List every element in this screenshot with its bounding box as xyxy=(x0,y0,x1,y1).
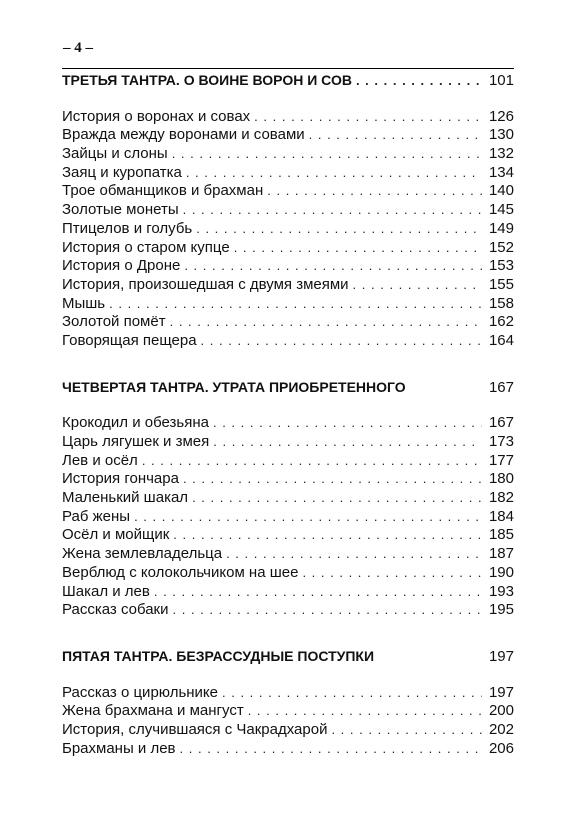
dot-leader xyxy=(213,433,482,452)
entry-page: 130 xyxy=(488,126,514,144)
dot-leader xyxy=(302,564,482,583)
toc-entry xyxy=(62,526,514,545)
section-page: 101 xyxy=(488,72,514,89)
dot-leader xyxy=(186,164,482,183)
toc-entry xyxy=(62,508,514,527)
entry-title: Золотой помёт xyxy=(62,313,166,331)
dot-leader xyxy=(267,182,482,201)
toc-entry xyxy=(62,257,514,276)
entry-page: 180 xyxy=(488,470,514,488)
dot-leader xyxy=(222,684,482,703)
toc-entry xyxy=(62,145,514,164)
toc-entry xyxy=(62,164,514,183)
entry-title: Шакал и лев xyxy=(62,582,150,600)
section-heading-3 xyxy=(62,71,514,90)
entry-page: 126 xyxy=(488,107,514,125)
entry-title: Царь лягушек и змея xyxy=(62,433,210,450)
entry-title: Жена землевладельца xyxy=(62,545,223,563)
toc-entry xyxy=(62,470,514,489)
dot-leader xyxy=(180,740,482,759)
toc-entry xyxy=(62,583,514,602)
section-title: ЧЕТВЕРТАЯ ТАНТРА. УТРАТА ПРИОБРЕТЕННОГО xyxy=(62,378,406,395)
dot-leader xyxy=(183,470,482,489)
dot-leader xyxy=(192,489,482,508)
entry-title: Рассказ о цирюльнике xyxy=(62,683,219,701)
entry-title: Маленький шакал xyxy=(62,489,189,507)
entry-page: 164 xyxy=(488,331,514,349)
entry-title: Брахманы и лев xyxy=(62,739,176,757)
entry-title: История гончара xyxy=(62,470,179,488)
entry-title: Жена брахмана и мангуст xyxy=(62,702,244,720)
toc-entry xyxy=(62,601,514,620)
toc-entry xyxy=(62,545,514,564)
page-number: – 4 – xyxy=(63,40,93,56)
toc-entry xyxy=(62,452,514,471)
entry-page: 149 xyxy=(488,219,514,237)
section-heading-5 xyxy=(62,647,514,666)
entry-page: 184 xyxy=(488,507,514,525)
dot-leader xyxy=(213,414,482,433)
entry-page: 195 xyxy=(488,601,514,619)
entry-page: 153 xyxy=(488,257,514,275)
toc-entry xyxy=(62,313,514,332)
dot-leader xyxy=(248,702,482,721)
toc-entry xyxy=(62,740,514,759)
dot-leader xyxy=(184,257,482,276)
toc-entry xyxy=(62,126,514,145)
dot-leader xyxy=(356,72,482,91)
entry-page: 193 xyxy=(488,582,514,600)
dot-leader xyxy=(234,239,482,258)
toc-entry xyxy=(62,702,514,721)
entry-title: Верблюд с колокольчиком на шее xyxy=(62,563,299,581)
entry-page: 200 xyxy=(488,702,514,720)
dot-leader xyxy=(134,508,482,527)
entry-title: История, произошедшая с двумя змеями xyxy=(62,275,349,293)
section-page: 197 xyxy=(488,647,514,665)
entry-page: 167 xyxy=(488,414,514,432)
toc-entry xyxy=(62,564,514,583)
toc-entry xyxy=(62,433,514,452)
entry-title: Золотые монеты xyxy=(62,201,179,219)
dot-leader xyxy=(226,545,482,564)
entry-title: История о воронах и совах xyxy=(62,107,251,125)
entry-title: Крокодил и обезьяна xyxy=(62,414,209,432)
dot-leader xyxy=(183,201,482,220)
entry-title: Птицелов и голубь xyxy=(62,219,193,237)
toc-entry xyxy=(62,295,514,314)
dot-leader xyxy=(154,583,482,602)
dot-leader xyxy=(173,601,482,620)
toc-entry xyxy=(62,684,514,703)
toc-entry xyxy=(62,414,514,433)
entry-title: Вражда между воронами и совами xyxy=(62,126,305,144)
toc-entry xyxy=(62,201,514,220)
toc-entry xyxy=(62,239,514,258)
dot-leader xyxy=(196,220,482,239)
toc-entry xyxy=(62,108,514,127)
toc-entry xyxy=(62,220,514,239)
entry-title: Рассказ собаки xyxy=(62,601,169,619)
section-title: ПЯТАЯ ТАНТРА. БЕЗРАССУДНЫЕ ПОСТУПКИ xyxy=(62,647,375,664)
table-of-contents xyxy=(62,71,514,758)
toc-entry xyxy=(62,276,514,295)
dot-leader xyxy=(201,332,482,351)
entry-page: 145 xyxy=(488,201,514,219)
entry-page: 202 xyxy=(488,720,514,738)
entry-title: Осёл и мойщик xyxy=(62,526,170,544)
entry-page: 132 xyxy=(488,145,514,163)
entry-page: 134 xyxy=(488,163,514,181)
entry-title: Заяц и куропатка xyxy=(62,163,182,181)
dot-leader xyxy=(353,276,482,295)
toc-entry xyxy=(62,182,514,201)
dot-leader xyxy=(170,313,482,332)
dot-leader xyxy=(142,452,482,471)
entry-page: 190 xyxy=(488,563,514,581)
toc-entry xyxy=(62,489,514,508)
dot-leader xyxy=(309,126,482,145)
entry-title: История о старом купце xyxy=(62,238,230,256)
toc-entry xyxy=(62,332,514,351)
entry-title: История о Дроне xyxy=(62,257,181,275)
entry-page: 162 xyxy=(488,313,514,331)
entry-page: 185 xyxy=(488,526,514,544)
entry-title: Мышь xyxy=(62,294,106,312)
entry-page: 155 xyxy=(488,275,514,293)
section-page: 167 xyxy=(488,378,514,396)
section-heading-4 xyxy=(62,378,514,397)
entry-page: 187 xyxy=(488,545,514,563)
toc-entry xyxy=(62,721,514,740)
entry-page: 158 xyxy=(488,294,514,312)
entry-page: 140 xyxy=(488,182,514,200)
dot-leader xyxy=(109,295,482,314)
entry-title: Говорящая пещера xyxy=(62,331,197,349)
dot-leader xyxy=(172,145,482,164)
entry-page: 173 xyxy=(488,433,514,450)
entry-title: Трое обманщиков и брахман xyxy=(62,182,264,200)
header-rule xyxy=(62,68,514,69)
entry-title: Раб жены xyxy=(62,507,131,525)
entry-page: 177 xyxy=(488,451,514,469)
dot-leader xyxy=(173,526,482,545)
entry-title: Зайцы и слоны xyxy=(62,145,168,163)
section-title: ТРЕТЬЯ ТАНТРА. О ВОИНЕ ВОРОН И СОВ xyxy=(62,72,352,88)
entry-page: 152 xyxy=(488,238,514,256)
dot-leader xyxy=(254,108,482,127)
entry-page: 182 xyxy=(488,489,514,507)
entry-title: История, случившаяся с Чакрадхарой xyxy=(62,720,328,738)
dot-leader xyxy=(331,721,482,740)
entry-page: 197 xyxy=(488,683,514,701)
entry-title: Лев и осёл xyxy=(62,451,138,469)
entry-page: 206 xyxy=(488,739,514,757)
